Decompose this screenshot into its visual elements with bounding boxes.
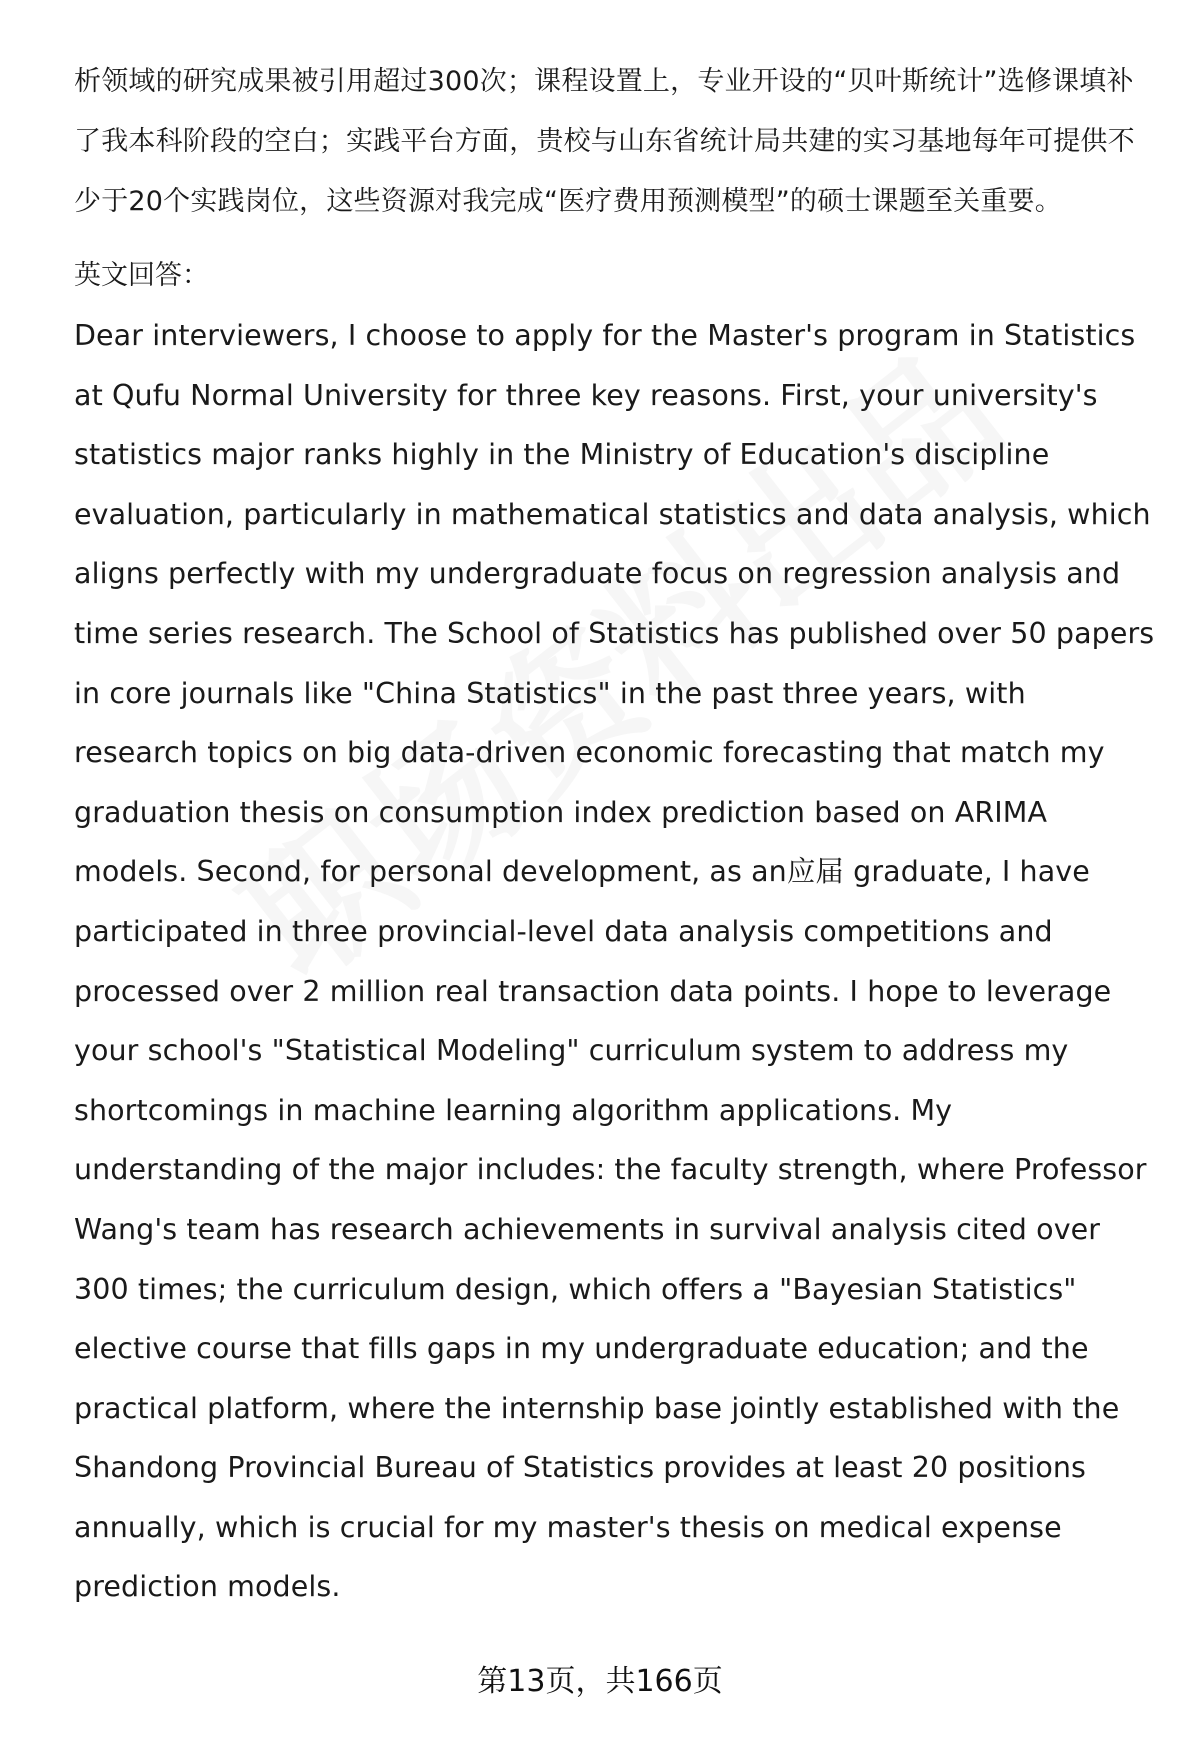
page-number-footer: 第13页，共166页 xyxy=(477,1664,723,1699)
english-answer-paragraph: Dear interviewers, I choose to apply for the Master's program in Statistics at Qufu Normal University for three key reasons. First, your university's statistics major ranks highly in the Ministry of Education's discipline evaluation, particularly in mathematical statistics and data analysis, which aligns perfectly with my undergraduate focus on regression analysis and time series research. The School of Statistics has published over 50 papers in core journals like "China Statistics" in the past three years, with research topics on big data-driven economic forecasting that match my graduation thesis on consumption index prediction based on ARIMA models. Second, for personal development, as an应届 graduate, I have participated in three provincial-level data analysis competitions and processed over 2 million real transaction data points. I hope to leverage your school's "Statistical Modeling" curriculum system to address my shortcomings in machine learning algorithm applications. My understanding of the major includes: the faculty strength, where Professor Wang's team has research achievements in survival analysis cited over 300 times; the curriculum design, which offers a "Bayesian Statistics" elective course that fills gaps in my undergraduate education; and the practical platform, where the internship base jointly established with the Shandong Provincial Bureau of Statistics provides at least 20 positions annually, which is crucial for my master's thesis on medical expense prediction models. xyxy=(74,319,1155,1604)
english-answer-label: 英文回答： xyxy=(74,260,209,291)
chinese-answer-paragraph: 析领域的研究成果被引用超过300次；课程设置上，专业开设的“贝叶斯统计”选修课填补了我本科阶段的空白；实践平台方面，贵校与山东省统计局共建的实习基地每年可提供不少于20个实践岗位，这些资源对我完成“医疗费用预测模型”的硕士课题至关重要。 xyxy=(74,66,1135,217)
page-content xyxy=(74,52,1156,1617)
